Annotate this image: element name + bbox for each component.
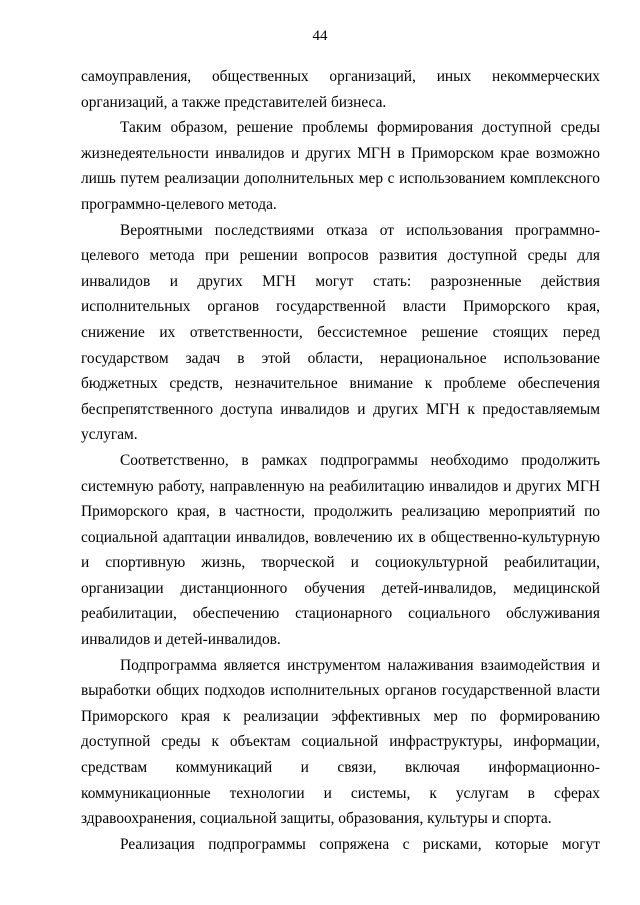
document-body [81, 64, 600, 857]
paragraph-6: Реализация подпрограммы сопряжена с рисками, которые могут [120, 835, 600, 853]
paragraph-2: Таким образом, решение проблемы формирования доступной среды жизнедеятельности инвалидов и других МГН в Приморском крае возможно лишь путем реализации дополнительных мер с использованием комплексного программно-целевого метода. [81, 119, 600, 213]
page-number: 44 [312, 28, 328, 44]
paragraph-1: самоуправления, общественных организаций, иных некоммерческих организаций, а также представителей бизнеса. [81, 68, 600, 111]
paragraph-4: Соответственно, в рамках подпрограммы необходимо продолжить системную работу, направленную на реабилитацию инвалидов и других МГН Приморского края, в частности, продолжить реализацию мероприятий по социальной адаптации инвалидов, вовлечению их в общественно-культурную и спортивную жизнь, творческой и социокультурной реабилитации, организации дистанционного обучения детей-инвалидов, медицинской реабилитации, обеспечению стационарного социального обслуживания инвалидов и детей-инвалидов. [81, 451, 600, 649]
paragraph-5: Подпрограмма является инструментом налаживания взаимодействия и выработки общих подходов исполнительных органов государственной власти Приморского края к реализации эффективных мер по формированию доступной среды к объектам социальной инфраструктуры, информации, средствам коммуникаций и связи, включая информационно-коммуникационные технологии и системы, к услугам в сферах здравоохранения, социальной защиты, образования, культуры и спорта. [81, 656, 600, 828]
paragraph-3: Вероятными последствиями отказа от использования программно-целевого метода при решении вопросов развития доступной среды для инвалидов и других МГН могут стать: разрозненные действия исполнительных органов государственной власти Приморского края, снижение их ответственности, бессистемное решение стоящих перед государством задач в этой области, нерациональное использование бюджетных средств, незначительное внимание к проблеме обеспечения беспрепятственного доступа инвалидов и других МГН к предоставляемым услугам. [81, 221, 600, 444]
